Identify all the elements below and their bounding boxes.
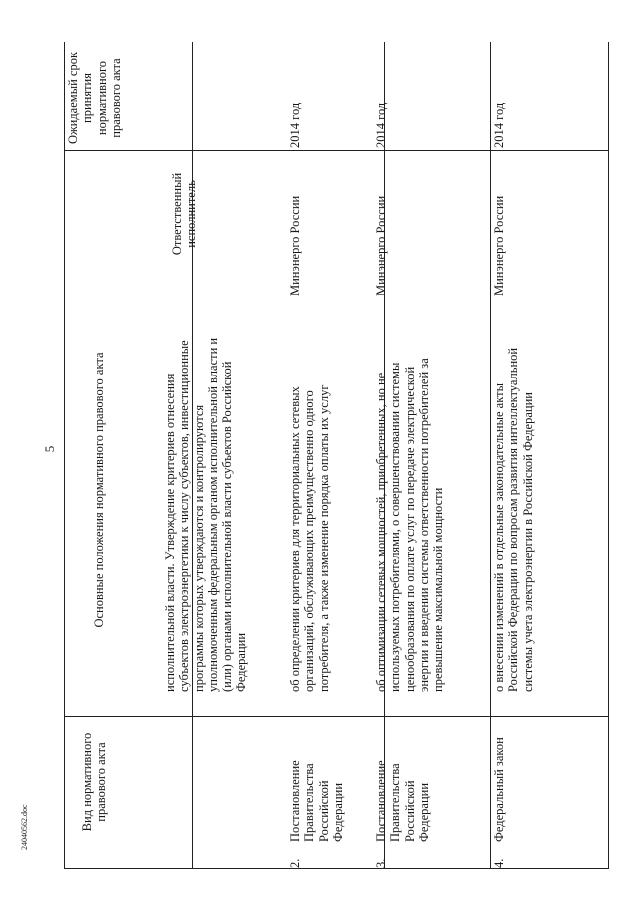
row3-number: 3.: [374, 858, 388, 868]
row3-executor: Минэнерго России: [374, 195, 388, 296]
row4-deadline: 2014 год: [492, 102, 506, 148]
page-number: 5: [42, 445, 57, 453]
header-row-divider-low: [64, 868, 609, 869]
row2-executor: Минэнерго России: [288, 195, 302, 296]
row4-act-type: Федеральный закон: [492, 737, 506, 842]
act-type-header-divider: [64, 716, 609, 717]
row3-act-type: Постановление Правительства Российской Федерации: [374, 760, 431, 842]
header-act-type-text: Вид нормативного правового акта: [80, 732, 109, 832]
row2-act-type: Постановление Правительства Российской Федерации: [288, 760, 345, 842]
row2-provisions: об определении критериев для территориальных сетевых организаций, обслуживающих преимущественно одного потребителя, а также изменение порядка оплаты их услуг: [288, 384, 331, 692]
table-col-divider-3: [490, 42, 491, 868]
header-row-divider: [64, 150, 609, 151]
row2-deadline: 2014 год: [288, 102, 302, 148]
row4-executor: Минэнерго России: [492, 195, 506, 296]
row3-deadline: 2014 год: [374, 102, 388, 148]
row4-number: 4.: [492, 858, 506, 868]
continuation-provisions-text: исполнительной власти. Утверждение критериев отнесения субъектов электроэнергетики к числу субъектов, инвестиционные программы которых утверждаются и контролируются уполномоченным федеральным органом исполнительной власти и (или) органами исполнительной власти субъектов Российской Федерации: [163, 337, 249, 692]
row3-provisions: об оптимизации сетевых мощностей, приобретенных, но не используемых потребителями, о совершенствовании системы ценообразования по оплате услуг по передаче электрической энергии и введении системы ответственности потребителей за превышение максимальной мощности: [374, 358, 446, 692]
row2-number: 2.: [288, 858, 302, 868]
table-border-bottom: [608, 42, 609, 868]
header-deadline-text: Ожидаемый срок принятия нормативного правового акта: [66, 51, 123, 145]
footer-doc-code: 24040562.doc: [20, 804, 29, 850]
header-executor-text: Ответственный исполнитель: [170, 172, 199, 256]
table-border-top: [64, 42, 65, 868]
header-provisions-text: Основные положения нормативного правового акта: [92, 352, 106, 628]
row4-provisions: о внесении изменений в отдельные законодательные акты Российской Федерации по вопросам развития интеллектуальной системы учета электроэнергии в Российской Федерации: [492, 347, 535, 692]
